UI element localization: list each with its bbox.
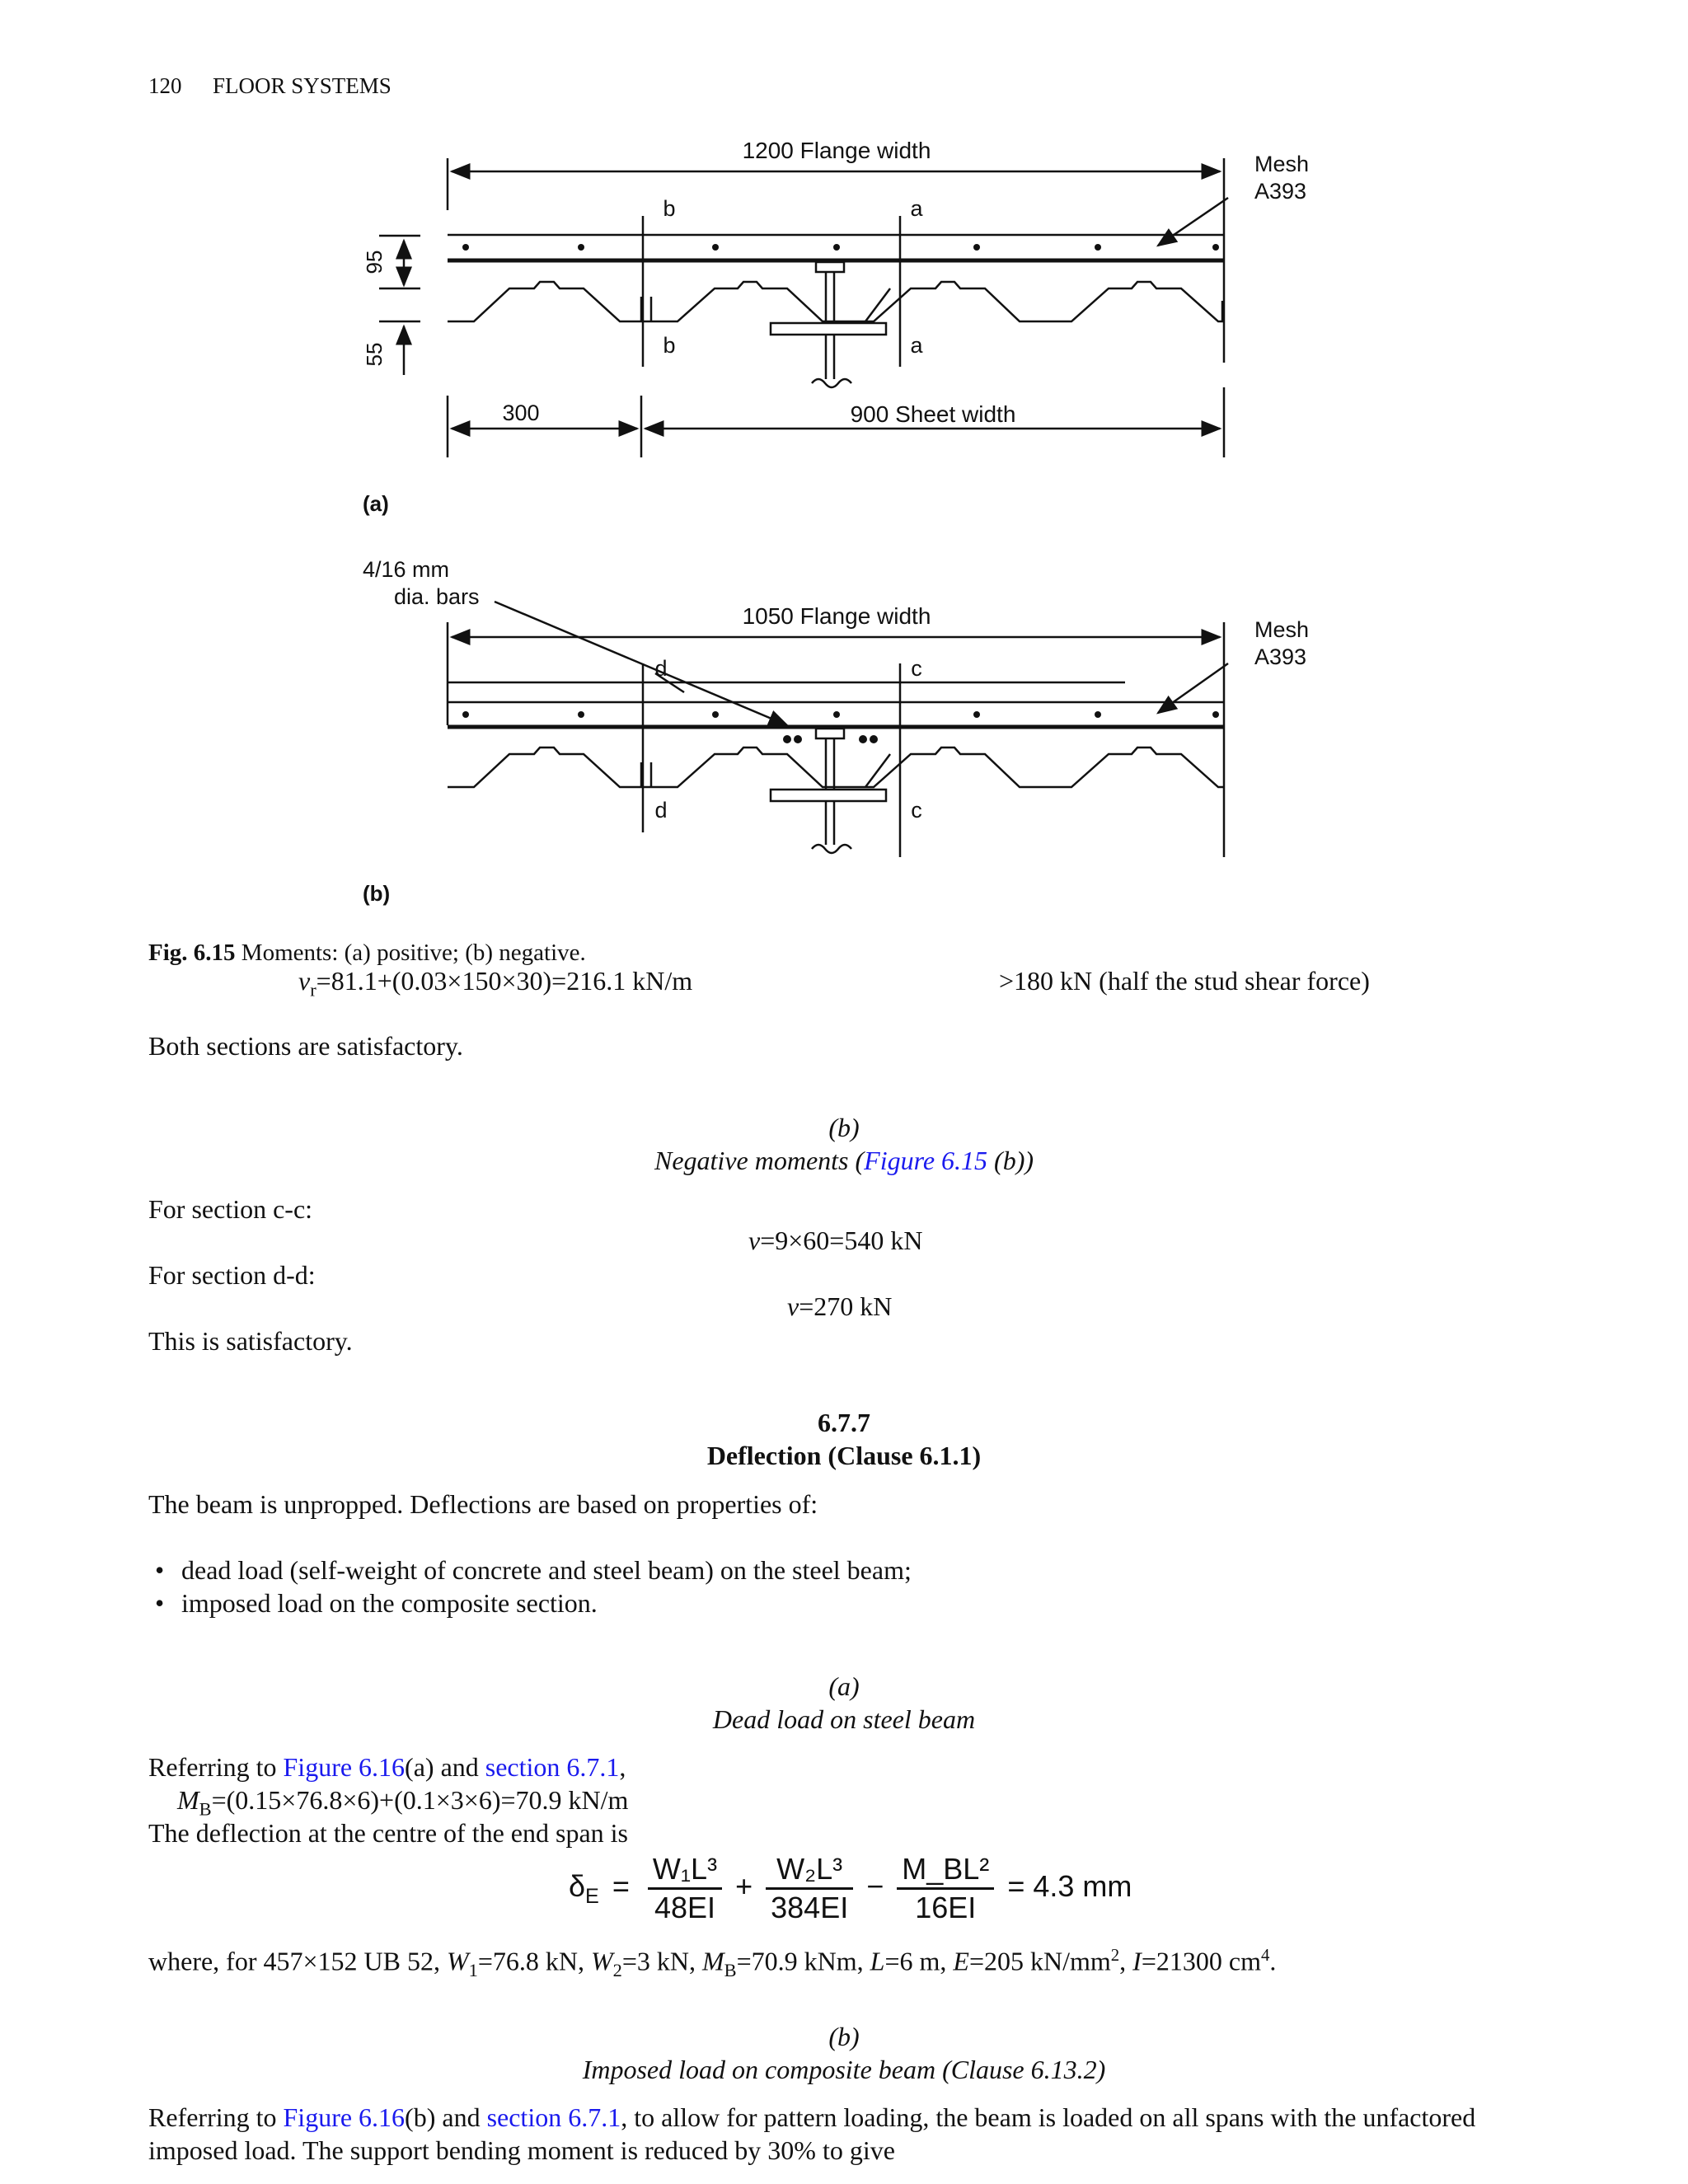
neg-title-pre: Negative moments ( — [654, 1146, 865, 1175]
dim-95-label: 95 — [362, 250, 387, 274]
where-w2: W — [591, 1946, 613, 1976]
where-i-sep: , — [1119, 1946, 1133, 1976]
eq-delta-sub: E — [585, 1885, 599, 1909]
eq-numerator-3: M_BL² — [897, 1851, 994, 1890]
eq-denominator-2: 384EI — [771, 1891, 849, 1924]
v-cc-value: =9×60=540 kN — [760, 1226, 923, 1255]
vr-symbol: v — [298, 966, 311, 996]
v-cc-symbol: v — [748, 1226, 761, 1255]
vr-subscript: r — [310, 979, 316, 1001]
section-a-top: a — [910, 196, 923, 221]
referring-text-1 — [148, 1750, 626, 1783]
section-a-bottom: a — [910, 333, 923, 358]
where-e-val: =205 kN/mm — [968, 1946, 1111, 1976]
eq-fraction-2 — [766, 1851, 853, 1926]
bars-line1: 4/16 mm — [363, 557, 450, 582]
where-mb-val: =70.9 kNm, — [736, 1946, 870, 1976]
where-w2-sub: 2 — [612, 1960, 622, 1981]
where-i-val: =21300 cm — [1141, 1946, 1261, 1976]
section-cc-text: For section c-c: — [148, 1194, 313, 1224]
where-end: . — [1269, 1946, 1277, 1976]
bullet-item-1 — [155, 1554, 912, 1586]
v-dd-value: =270 kN — [799, 1291, 893, 1321]
dead-load-label: (a) — [828, 1671, 860, 1701]
referring-text-2-line2: imposed load. The support bending moment is reduced by 30% to give — [148, 2135, 895, 2165]
where-w1-sub: 1 — [468, 1960, 478, 1981]
section-b-top: b — [663, 196, 676, 221]
eq-delta: δ — [569, 1869, 586, 1904]
section-6-7-1-link[interactable]: section 6.7.1 — [485, 1752, 620, 1782]
ref1-post: , — [619, 1752, 626, 1782]
bullet-icon: • — [155, 1588, 165, 1618]
flange-width-b-label: 1050 Flange width — [742, 603, 931, 629]
v-cc-equation — [748, 1224, 922, 1257]
bullet-item-2 — [155, 1586, 598, 1619]
mesh-b-line1: Mesh — [1254, 617, 1310, 642]
eq-lhs — [569, 1869, 599, 1909]
negative-moments-title — [0, 1144, 1688, 1177]
where-mb-sub: B — [724, 1960, 737, 1981]
both-sections-text: Both sections are satisfactory. — [148, 1031, 463, 1061]
panel-b-label: (b) — [363, 881, 391, 906]
bars-line2: dia. bars — [394, 584, 480, 609]
page-number: 120 — [148, 73, 182, 98]
mb-value: =(0.15×76.8×6)+(0.1×3×6)=70.9 kN/m — [211, 1785, 629, 1815]
section-c-bottom: c — [911, 798, 922, 823]
eq-result: = 4.3 mm — [1007, 1869, 1132, 1904]
mesh-a-line1: Mesh — [1254, 152, 1310, 176]
referring-text-2 — [148, 2101, 1475, 2134]
panel-a-label: (a) — [363, 491, 389, 516]
where-i-sup: 4 — [1260, 1946, 1270, 1965]
where-e-sup: 2 — [1110, 1946, 1120, 1965]
figure-6-16-link-2[interactable]: Figure 6.16 — [283, 2102, 406, 2132]
dim-55-label: 55 — [362, 342, 387, 367]
where-i: I — [1132, 1946, 1142, 1976]
section-c-top: c — [911, 656, 922, 681]
eq-equals: = — [612, 1869, 630, 1904]
ref1-mid: (a) and — [405, 1752, 485, 1782]
eq-denominator-1: 48EI — [654, 1891, 716, 1924]
where-w1: W — [446, 1946, 469, 1976]
eq-minus: − — [866, 1869, 884, 1904]
flange-width-a-label: 1200 Flange width — [742, 138, 931, 163]
section-title: Deflection (Clause 6.1.1) — [706, 1441, 982, 1470]
dim-300-label: 300 — [502, 401, 540, 425]
where-w1-val: =76.8 kN, — [477, 1946, 591, 1976]
deflection-centre-text: The deflection at the centre of the end span is — [148, 1818, 628, 1848]
running-title: FLOOR SYSTEMS — [213, 73, 392, 98]
mb-subscript: B — [199, 1798, 212, 1820]
satisfactory-text: This is satisfactory. — [148, 1326, 353, 1356]
section-dd-text: For section d-d: — [148, 1260, 316, 1290]
imposed-load-title: Imposed load on composite beam (Clause 6.13.2) — [582, 2055, 1106, 2084]
vr-equation — [298, 964, 692, 1006]
bullet-text-1: dead load (self-weight of concrete and steel beam) on the steel beam; — [181, 1555, 912, 1585]
mesh-b-line2: A393 — [1254, 644, 1307, 669]
where-mb: M — [702, 1946, 724, 1976]
eq-numerator-1: W₁L³ — [648, 1851, 722, 1890]
where-text — [148, 1939, 1276, 1987]
section-number: 6.7.7 — [818, 1408, 870, 1437]
caption-label: Fig. 6.15 — [148, 940, 236, 966]
figure-6-15-link[interactable]: Figure 6.15 — [864, 1146, 988, 1175]
sheet-width-label: 900 Sheet width — [850, 401, 1016, 427]
where-e: E — [953, 1946, 969, 1976]
eq-fraction-3 — [897, 1851, 994, 1926]
where-w2-val: =3 kN, — [621, 1946, 703, 1976]
section-d-bottom: d — [654, 798, 668, 823]
neg-title-post: (b)) — [987, 1146, 1034, 1175]
eq-denominator-3: 16EI — [915, 1891, 977, 1924]
deflection-equation — [569, 1851, 1132, 1926]
negative-moments-label: (b) — [828, 1113, 860, 1142]
v-dd-equation — [787, 1290, 892, 1323]
section-b-bottom: b — [663, 333, 676, 358]
caption-text: Moments: (a) positive; (b) negative. — [235, 940, 586, 966]
eq-plus: + — [735, 1869, 753, 1904]
figure-6-15 — [0, 0, 1688, 940]
dead-load-title: Dead load on steel beam — [712, 1704, 976, 1734]
ref2-post: , to allow for pattern loading, the beam is loaded on all spans with the unfactored — [621, 2102, 1476, 2132]
vr-value: =81.1+(0.03×150×30)=216.1 kN/m — [316, 966, 693, 996]
where-l: L — [870, 1946, 885, 1976]
bullet-icon: • — [155, 1555, 165, 1585]
section-6-7-1-link-2[interactable]: section 6.7.1 — [486, 2102, 621, 2132]
unpropped-text: The beam is unpropped. Deflections are based on properties of: — [148, 1489, 818, 1519]
ref2-pre: Referring to — [148, 2102, 284, 2132]
eq-numerator-2: W₂L³ — [766, 1851, 853, 1890]
bullet-text-2: imposed load on the composite section. — [181, 1588, 598, 1618]
mb-symbol: M — [177, 1785, 199, 1815]
ref1-pre: Referring to — [148, 1752, 284, 1782]
section-d-top: d — [654, 656, 668, 681]
eq-fraction-1 — [648, 1851, 722, 1926]
figure-6-16-link[interactable]: Figure 6.16 — [283, 1752, 406, 1782]
v-dd-symbol: v — [787, 1291, 799, 1321]
ref2-mid: (b) and — [405, 2102, 487, 2132]
where-pre: where, for 457×152 UB 52, — [148, 1946, 447, 1976]
imposed-load-label: (b) — [828, 2022, 860, 2051]
vr-comparison: >180 kN (half the stud shear force) — [999, 966, 1370, 996]
mesh-a-line2: A393 — [1254, 179, 1307, 204]
where-l-val: =6 m, — [884, 1946, 954, 1976]
